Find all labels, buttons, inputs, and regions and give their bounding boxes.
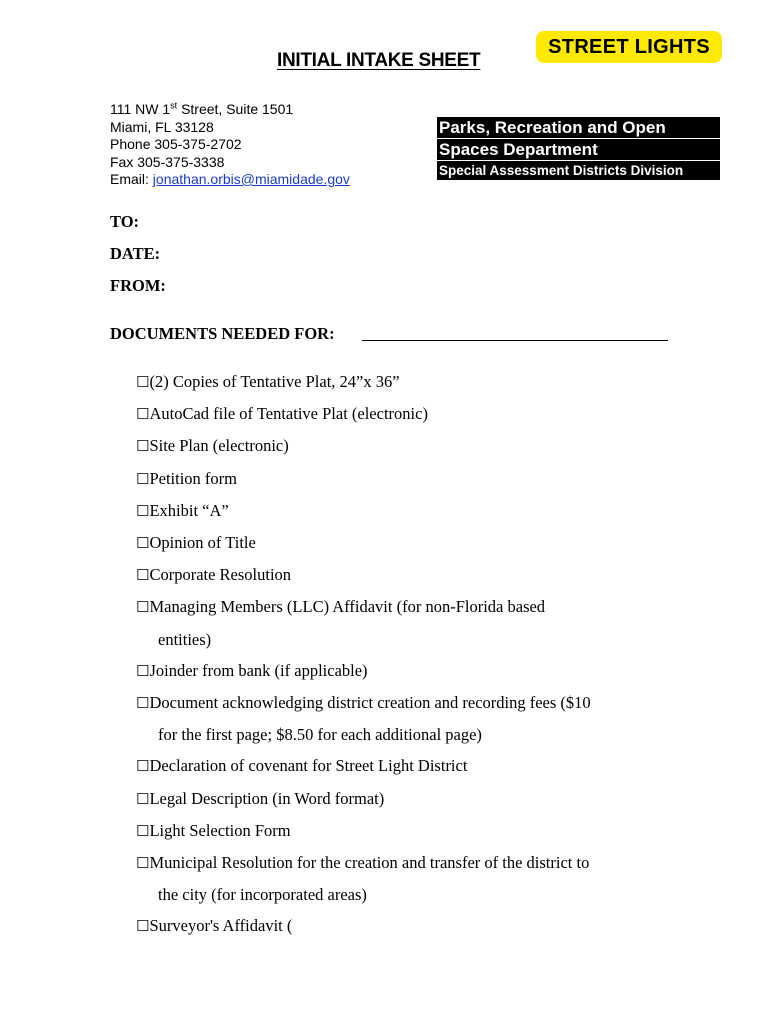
checklist-item-label: Petition form <box>149 468 237 488</box>
fax-number: Fax 305-375-3338 <box>110 153 225 170</box>
checkbox-icon[interactable]: ☐ <box>136 501 150 520</box>
checklist-item-continuation <box>136 879 696 910</box>
checklist-item <box>136 527 696 559</box>
documents-checklist <box>136 366 696 943</box>
email-row: Email: jonathan.orbis@miamidade.gov <box>110 171 350 187</box>
checklist-item <box>136 495 696 527</box>
checkbox-icon[interactable]: ☐ <box>136 534 150 553</box>
address-line-1: 111 NW 1st Street, Suite 1501 <box>110 100 294 117</box>
checklist-item-continuation <box>136 624 696 655</box>
checklist-item-label: Municipal Resolution for the creation and transfer of the district to <box>149 853 590 873</box>
checklist-item-label: Surveyor's Affidavit ( <box>149 916 293 936</box>
checklist-item-label: Declaration of covenant for Street Light District <box>149 756 468 776</box>
checkbox-icon[interactable]: ☐ <box>136 437 150 456</box>
checklist-item <box>136 559 696 591</box>
checkbox-icon[interactable]: ☐ <box>136 598 150 617</box>
checklist-item-label: Site Plan (electronic) <box>149 436 289 456</box>
checklist-item <box>136 430 696 462</box>
checklist-item <box>136 655 696 687</box>
department-name-line-2: Spaces Department <box>437 139 720 160</box>
checkbox-icon[interactable]: ☐ <box>136 469 150 488</box>
checkbox-icon[interactable]: ☐ <box>136 405 150 424</box>
phone-number: Phone 305-375-2702 <box>110 136 242 152</box>
checklist-item-label: Corporate Resolution <box>149 565 292 585</box>
checklist-item <box>136 398 696 430</box>
checkbox-icon[interactable]: ☐ <box>136 694 150 713</box>
checklist-item-continuation <box>136 719 696 750</box>
documents-needed-blank-line <box>362 340 668 341</box>
checklist-item <box>136 591 696 623</box>
checklist-item-label: Light Selection Form <box>149 820 291 840</box>
email-link[interactable]: jonathan.orbis@miamidade.gov <box>152 171 350 187</box>
department-block <box>437 117 720 181</box>
checklist-item <box>136 910 696 942</box>
to-field-label: TO: <box>110 212 140 231</box>
checklist-item-label: Opinion of Title <box>149 533 256 553</box>
division-name: Special Assessment Districts Division <box>437 161 720 180</box>
checkbox-icon[interactable]: ☐ <box>136 373 150 391</box>
checklist-item <box>136 750 696 782</box>
checklist-item <box>136 366 696 398</box>
checklist-item <box>136 463 696 495</box>
checklist-item-label: Managing Members (LLC) Affidavit (for non-Florida based <box>149 597 546 617</box>
checkbox-icon[interactable]: ☐ <box>136 917 150 936</box>
checklist-item-label-continued: entities) <box>158 629 212 649</box>
checklist-item-label: Joinder from bank (if applicable) <box>149 660 368 680</box>
checklist-item-label: Exhibit “A” <box>149 500 229 520</box>
checklist-item <box>136 783 696 815</box>
checklist-item-label: Document acknowledging district creation and recording fees ($10 <box>149 693 591 713</box>
department-name-line-1: Parks, Recreation and Open <box>437 117 720 138</box>
checklist-item <box>136 687 696 719</box>
page-title: INITIAL INTAKE SHEET <box>277 50 481 71</box>
checkbox-icon[interactable]: ☐ <box>136 661 150 680</box>
street-lights-badge: STREET LIGHTS <box>536 31 722 63</box>
address-line-2: Miami, FL 33128 <box>110 118 214 135</box>
checkbox-icon[interactable]: ☐ <box>136 757 150 776</box>
checklist-item <box>136 847 696 879</box>
checkbox-icon[interactable]: ☐ <box>136 854 150 873</box>
checklist-item-label: AutoCad file of Tentative Plat (electronic) <box>149 404 428 424</box>
contact-address-block <box>110 101 350 189</box>
documents-needed-label: DOCUMENTS NEEDED FOR: <box>110 324 335 343</box>
checkbox-icon[interactable]: ☐ <box>136 566 150 585</box>
checklist-item-label-continued: the city (for incorporated areas) <box>158 885 367 905</box>
checklist-item-label-continued: for the first page; $8.50 for each additional page) <box>158 725 482 745</box>
checklist-item <box>136 815 696 847</box>
checkbox-icon[interactable]: ☐ <box>136 789 150 808</box>
checklist-item-label: Legal Description (in Word format) <box>149 788 385 808</box>
from-field-label: FROM: <box>110 276 166 295</box>
date-field-label: DATE: <box>110 244 161 263</box>
checklist-item-label: (2) Copies of Tentative Plat, 24”x 36” <box>149 372 400 391</box>
checkbox-icon[interactable]: ☐ <box>136 821 150 840</box>
